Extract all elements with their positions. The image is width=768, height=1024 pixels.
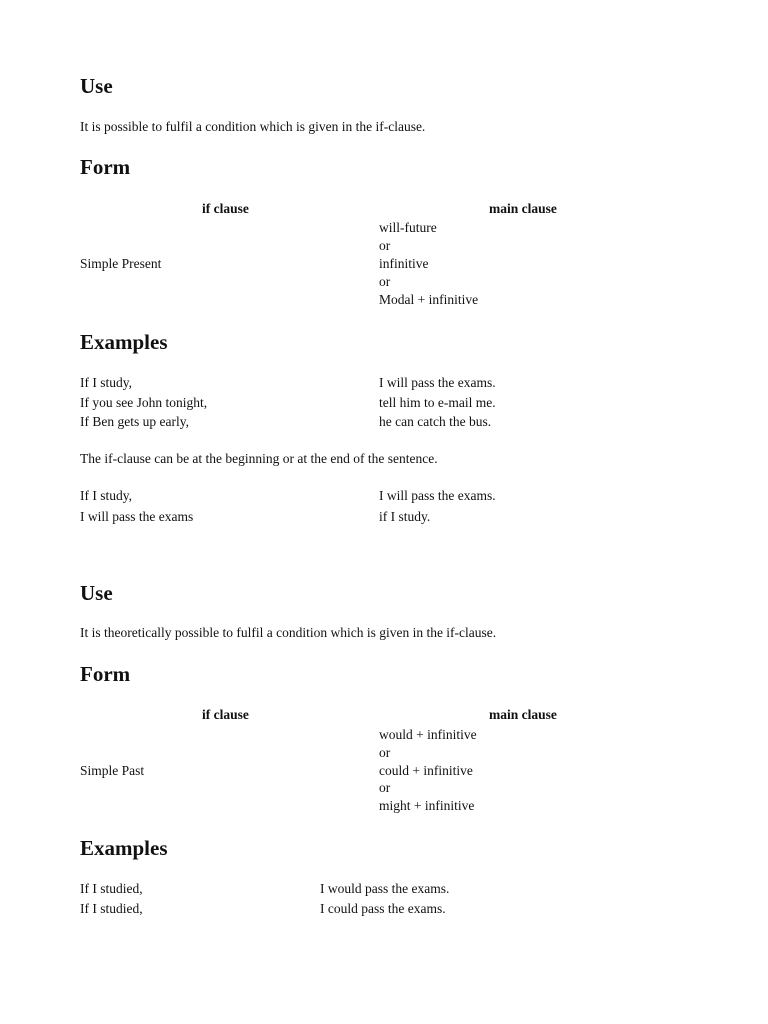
- example-main: I could pass the exams.: [320, 901, 446, 916]
- position-note: The if-clause can be at the beginning or at the end of the sentence.: [80, 451, 438, 466]
- main-clause-line: or: [379, 745, 391, 760]
- example-if: If I studied,: [80, 901, 143, 916]
- example-if: If you see John tonight,: [80, 395, 208, 410]
- main-clause-line: or: [379, 274, 391, 289]
- form-heading: Form: [80, 155, 131, 179]
- use-text: It is possible to fulfil a condition which is given in the if-clause.: [80, 119, 426, 134]
- main-clause-line: or: [379, 780, 391, 795]
- example-if: If Ben gets up early,: [80, 414, 189, 429]
- order-example-left: If I study,: [80, 488, 132, 503]
- if-clause-value: Simple Present: [80, 256, 162, 271]
- example-main: tell him to e-mail me.: [379, 395, 496, 410]
- if-clause-value: Simple Past: [80, 763, 145, 778]
- if-clause-header: if clause: [202, 201, 249, 216]
- order-example-left: I will pass the exams: [80, 509, 194, 524]
- examples-heading: Examples: [80, 836, 168, 860]
- example-main: I would pass the exams.: [320, 881, 450, 896]
- main-clause-line: Modal + infinitive: [379, 292, 479, 307]
- use-text: It is theoretically possible to fulfil a condition which is given in the if-clause.: [80, 625, 497, 640]
- example-main: I will pass the exams.: [379, 375, 496, 390]
- main-clause-line: or: [379, 238, 391, 253]
- main-clause-line: infinitive: [379, 256, 429, 271]
- main-clause-line: will-future: [379, 220, 437, 235]
- main-clause-header: main clause: [489, 707, 557, 722]
- main-clause-line: might + infinitive: [379, 798, 475, 813]
- form-heading: Form: [80, 662, 131, 686]
- example-if: If I study,: [80, 375, 132, 390]
- use-heading: Use: [80, 581, 113, 605]
- order-example-right: I will pass the exams.: [379, 488, 496, 503]
- use-heading: Use: [80, 74, 113, 98]
- main-clause-line: could + infinitive: [379, 763, 473, 778]
- order-example-right: if I study.: [379, 509, 431, 524]
- examples-heading: Examples: [80, 330, 168, 354]
- main-clause-line: would + infinitive: [379, 727, 477, 742]
- main-clause-header: main clause: [489, 201, 557, 216]
- if-clause-header: if clause: [202, 707, 249, 722]
- example-if: If I studied,: [80, 881, 143, 896]
- example-main: he can catch the bus.: [379, 414, 492, 429]
